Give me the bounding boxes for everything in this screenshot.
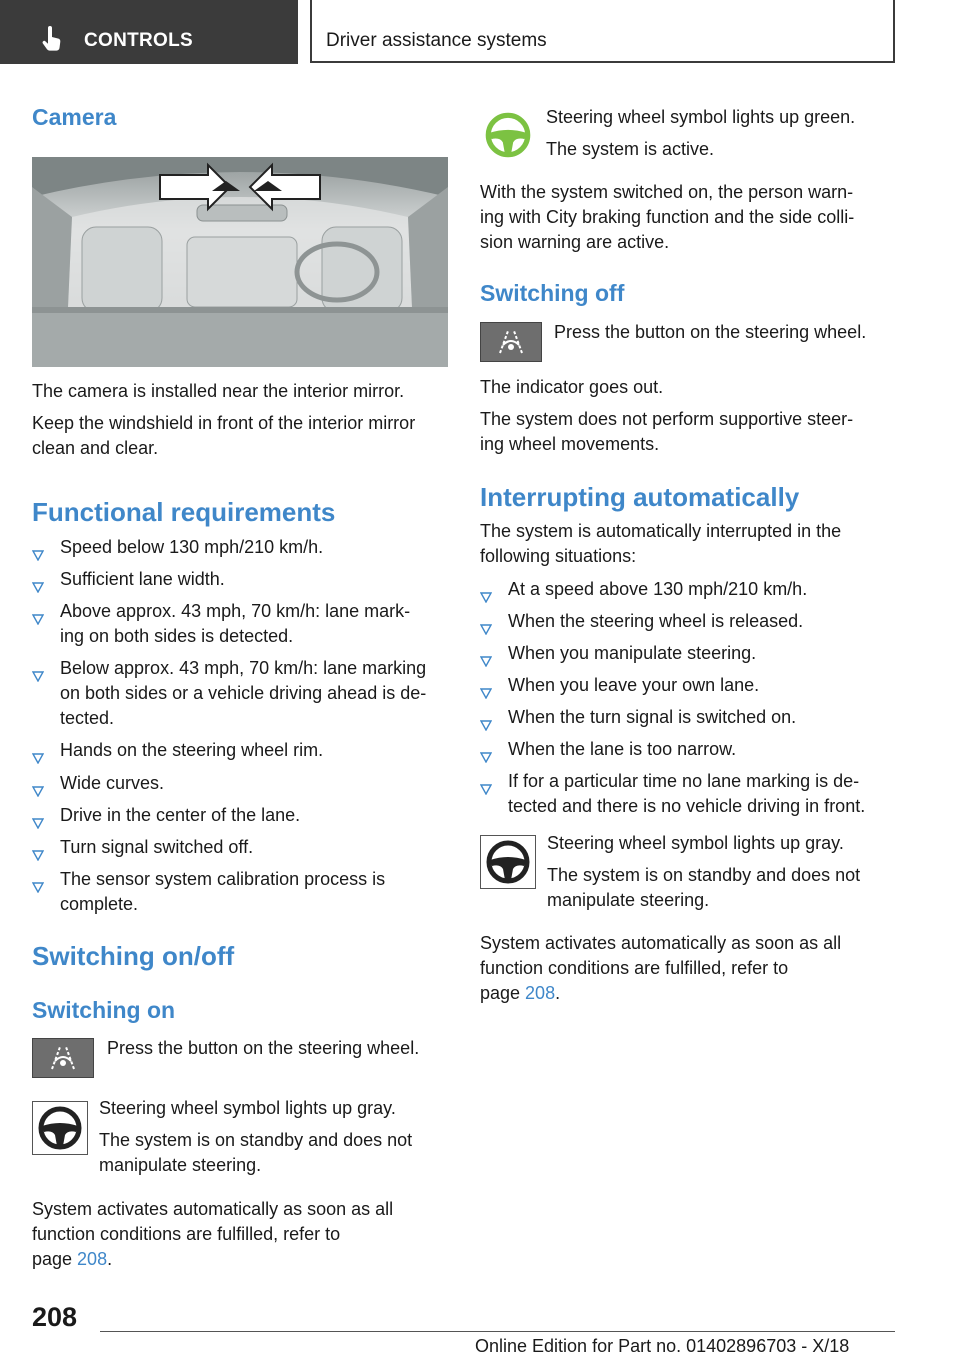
left-gray-line-2: The system is on standby and does not xyxy=(99,1130,413,1150)
list-item-text xyxy=(508,737,908,762)
footer-divider xyxy=(100,1331,895,1332)
camera-clean-text-2: clean and clear. xyxy=(32,438,159,458)
right-gray-line-1: Steering wheel symbol lights up gray. xyxy=(547,833,844,853)
list-bullet-triangle-icon xyxy=(480,681,492,706)
green-line-1: Steering wheel symbol lights up green. xyxy=(546,107,856,127)
page-ref-link[interactable]: 208 xyxy=(77,1249,108,1269)
list-item-line: When you manipulate steering. xyxy=(508,643,757,663)
switching-on-off-heading: Switching on/off xyxy=(32,941,235,971)
list-item-text xyxy=(508,705,908,730)
right-auto-line-2: function conditions are fulfilled, refer to xyxy=(480,958,789,978)
list-item-text xyxy=(60,771,460,796)
left-gray-line-1: Steering wheel symbol lights up gray. xyxy=(99,1098,396,1118)
list-item-line: Wide curves. xyxy=(60,773,165,793)
left-gray-line-3: manipulate steering. xyxy=(99,1155,262,1175)
car-interior-illustration xyxy=(32,157,448,367)
list-bullet-triangle-icon xyxy=(32,664,44,689)
green-line-2: The system is active. xyxy=(546,139,715,159)
list-item-text xyxy=(60,803,460,828)
interrupting-heading: Interrupting automatically xyxy=(480,482,800,512)
active-line-1: With the system switched on, the person warn- xyxy=(480,182,854,202)
page-ref-link-2[interactable]: 208 xyxy=(525,983,556,1003)
list-bullet-triangle-icon xyxy=(32,779,44,804)
page-ref-period-2: . xyxy=(555,983,561,1003)
list-item-line: If for a particular time no lane marking is de- xyxy=(508,771,860,791)
list-bullet-triangle-icon xyxy=(32,811,44,836)
camera-location-text: The camera is installed near the interior mirror. xyxy=(32,381,405,401)
camera-clean-text-1: Keep the windshield in front of the interior mirror xyxy=(32,413,416,433)
list-item-text xyxy=(60,835,460,860)
page-ref-period: . xyxy=(107,1249,113,1269)
list-bullet-triangle-icon xyxy=(480,713,492,738)
interrupt-line-2: following situations: xyxy=(480,546,637,566)
switch-on-press-text: Press the button on the steering wheel. xyxy=(107,1038,420,1058)
right-auto-line-3 xyxy=(480,981,560,1006)
list-item-line: ing on both sides is detected. xyxy=(60,626,294,646)
right-gray-line-3: manipulate steering. xyxy=(547,890,710,910)
list-bullet-triangle-icon xyxy=(480,585,492,610)
support-line-1: The system does not perform supportive steer- xyxy=(480,409,854,429)
page-number: 208 xyxy=(32,1302,78,1332)
list-item-line: When the steering wheel is released. xyxy=(508,611,804,631)
list-item-text xyxy=(60,738,460,763)
functional-requirements-heading: Functional requirements xyxy=(32,497,336,527)
list-bullet-triangle-icon xyxy=(32,843,44,868)
list-item-line: complete. xyxy=(60,894,139,914)
list-item-text xyxy=(508,673,908,698)
chapter-title: Driver assistance systems xyxy=(326,30,547,51)
list-item-text xyxy=(508,577,908,602)
edition-text: Online Edition for Part no. 01402896703 - X/18 xyxy=(475,1336,850,1356)
list-item-line: Turn signal switched off. xyxy=(60,837,254,857)
steering-wheel-green-icon xyxy=(480,108,536,162)
support-line-2: ing wheel movements. xyxy=(480,434,660,454)
left-auto-line-2: function conditions are fulfilled, refer to xyxy=(32,1224,341,1244)
section-label: CONTROLS xyxy=(84,30,194,51)
page-ref-prefix-2: page xyxy=(480,983,526,1003)
lane-assist-button-icon xyxy=(32,1038,94,1078)
list-bullet-triangle-icon xyxy=(480,745,492,770)
section-tab xyxy=(0,0,298,64)
list-item-line: When the turn signal is switched on. xyxy=(508,707,797,727)
list-item-line: When you leave your own lane. xyxy=(508,675,760,695)
list-item-line: When the lane is too narrow. xyxy=(508,739,737,759)
right-auto-line-1: System activates automatically as soon as all xyxy=(480,933,842,953)
switching-off-heading: Switching off xyxy=(480,280,625,306)
active-line-2: ing with City braking function and the side colli- xyxy=(480,207,855,227)
steering-wheel-gray-icon xyxy=(32,1101,88,1155)
page-ref-prefix: page xyxy=(32,1249,78,1269)
switching-on-heading: Switching on xyxy=(32,997,176,1023)
list-item-text xyxy=(60,535,460,560)
list-item-text xyxy=(60,867,460,917)
list-item-line: Below approx. 43 mph, 70 km/h: lane marking xyxy=(60,658,427,678)
list-bullet-triangle-icon xyxy=(32,875,44,900)
camera-photo xyxy=(32,157,448,367)
list-item-line: At a speed above 130 mph/210 km/h. xyxy=(508,579,808,599)
list-item-line: Sufficient lane width. xyxy=(60,569,225,589)
list-item-line: Drive in the center of the lane. xyxy=(60,805,301,825)
list-item-text xyxy=(60,599,460,649)
lane-assist-button-icon-off xyxy=(480,322,542,362)
list-bullet-triangle-icon xyxy=(480,649,492,674)
left-auto-line-1: System activates automatically as soon as all xyxy=(32,1199,394,1219)
chapter-header xyxy=(310,0,895,63)
list-bullet-triangle-icon xyxy=(32,575,44,600)
list-bullet-triangle-icon xyxy=(32,607,44,632)
indicator-text: The indicator goes out. xyxy=(480,377,664,397)
active-line-3: sion warning are active. xyxy=(480,232,670,252)
switch-off-press-text: Press the button on the steering wheel. xyxy=(554,322,867,342)
list-item-line: Hands on the steering wheel rim. xyxy=(60,740,324,760)
camera-heading: Camera xyxy=(32,104,117,130)
list-bullet-triangle-icon xyxy=(480,777,492,802)
list-item-text xyxy=(60,656,460,731)
list-item-line: tected. xyxy=(60,708,115,728)
list-item-line: on both sides or a vehicle driving ahead is de- xyxy=(60,683,427,703)
left-auto-line-3 xyxy=(32,1247,112,1272)
list-bullet-triangle-icon xyxy=(32,543,44,568)
right-gray-line-2: The system is on standby and does not xyxy=(547,865,861,885)
interrupt-line-1: The system is automatically interrupted in the xyxy=(480,521,842,541)
list-item-line: Speed below 130 mph/210 km/h. xyxy=(60,537,324,557)
list-item-line: Above approx. 43 mph, 70 km/h: lane mark- xyxy=(60,601,411,621)
steering-wheel-gray-icon-2 xyxy=(480,835,536,889)
list-bullet-triangle-icon xyxy=(480,617,492,642)
list-item-line: The sensor system calibration process is xyxy=(60,869,386,889)
list-item-text xyxy=(508,769,908,819)
list-item-text xyxy=(508,609,908,634)
list-item-text xyxy=(60,567,460,592)
list-item-text xyxy=(508,641,908,666)
list-bullet-triangle-icon xyxy=(32,746,44,771)
list-item-line: tected and there is no vehicle driving in front. xyxy=(508,796,866,816)
pointing-hand-icon xyxy=(40,26,64,52)
